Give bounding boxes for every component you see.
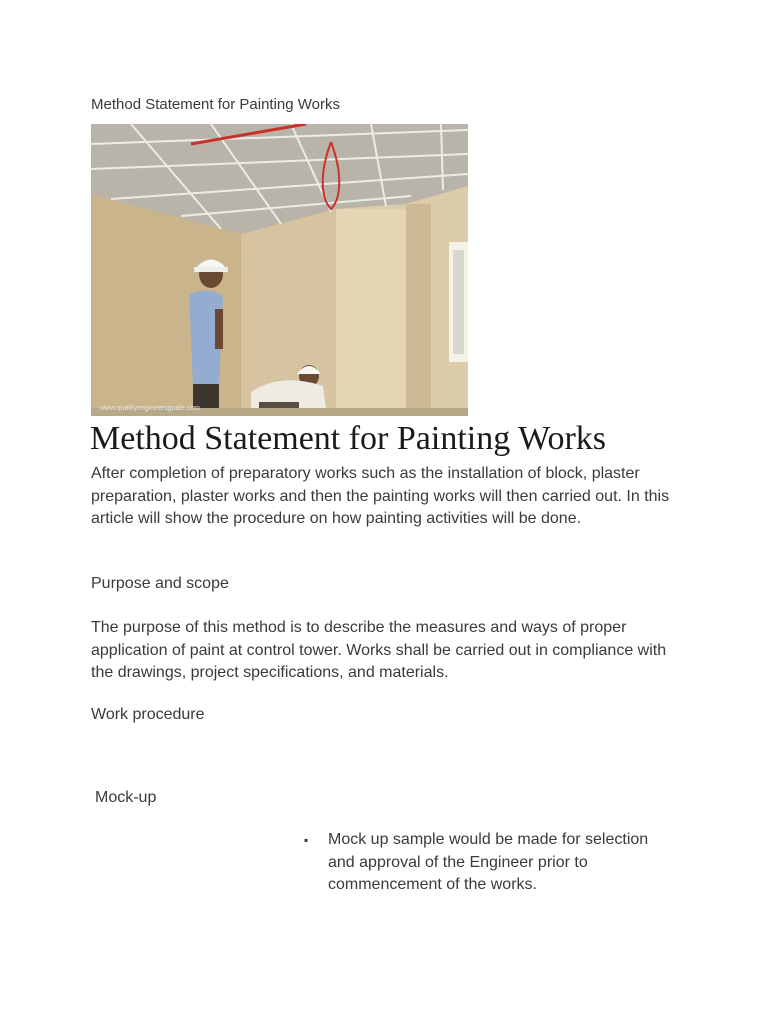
mockup-heading: Mock-up: [95, 789, 157, 806]
square-bullet-icon: ▪: [304, 833, 309, 847]
procedure-heading: Work procedure: [91, 706, 205, 723]
mockup-bullet-list: [300, 829, 670, 897]
header-title: Method Statement for Painting Works: [91, 96, 341, 113]
purpose-heading: Purpose and scope: [91, 575, 229, 592]
photo-watermark: www.qualityengineersguide.com: [100, 405, 200, 412]
intro-paragraph: After completion of preparatory works such as the installation of block, plaster preparation, plaster works and then the painting works will then carried out. In this article will show the procedure on how painting activities will be done.: [91, 465, 670, 527]
list-item-text: Mock up sample would be made for selection and approval of the Engineer prior to commencement of the works.: [328, 831, 649, 893]
main-title: Method Statement for Painting Works: [90, 420, 607, 457]
list-item: [300, 829, 670, 897]
purpose-paragraph: The purpose of this method is to describe the measures and ways of proper application of paint at control tower. Works shall be carried out in compliance with the drawings, project specifications, and materials.: [91, 619, 667, 681]
article-photo: [91, 124, 468, 416]
